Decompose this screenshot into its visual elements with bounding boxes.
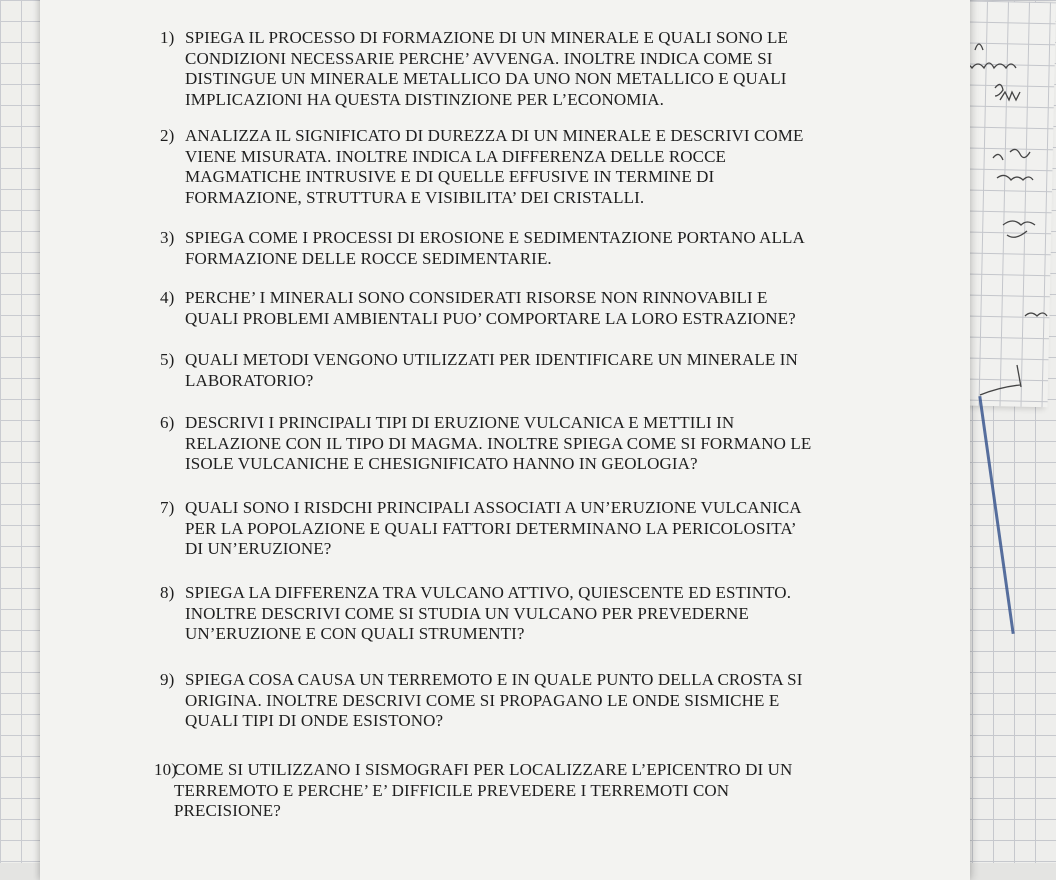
question-text-line: PERCHE’ I MINERALI SONO CONSIDERATI RISORSE NON RINNOVABILI E — [185, 288, 768, 307]
question-text-line: PER LA POPOLAZIONE E QUALI FATTORI DETERMINANO LA PERICOLOSITA’ — [185, 518, 797, 538]
question-text-line: LABORATORIO? — [185, 370, 314, 390]
question-text-line: SPIEGA COME I PROCESSI DI EROSIONE E SEDIMENTAZIONE PORTANO ALLA — [185, 228, 805, 247]
handwriting-scribbles — [955, 20, 1055, 420]
question-number: 4) — [160, 288, 175, 307]
question-text-line: RELAZIONE CON IL TIPO DI MAGMA. INOLTRE SPIEGA COME SI FORMANO LE — [185, 433, 812, 453]
question-text-line: INOLTRE DESCRIVI COME SI STUDIA UN VULCANO PER PREVEDERNE — [185, 603, 749, 623]
question-number: 1) — [160, 28, 175, 47]
question-number: 5) — [160, 350, 175, 369]
question-text-line: SPIEGA LA DIFFERENZA TRA VULCANO ATTIVO, QUIESCENTE ED ESTINTO. — [185, 583, 792, 602]
question-text-line: FORMAZIONE, STRUTTURA E VISIBILITA’ DEI CRISTALLI. — [185, 187, 645, 207]
question-text-line: DI UN’ERUZIONE? — [185, 539, 332, 558]
question-text-line: QUALI METODI VENGONO UTILIZZATI PER IDENTIFICARE UN MINERALE IN — [185, 350, 798, 369]
question-text-line: DISTINGUE UN MINERALE METALLICO DA UNO NON METALLICO E QUALI — [185, 69, 787, 88]
exam-sheet — [40, 0, 970, 880]
question-text-line: ANALIZZA IL SIGNIFICATO DI DUREZZA DI UN MINERALE E DESCRIVI COME — [185, 126, 804, 145]
question-number: 8) — [160, 583, 175, 602]
question-text-line: IMPLICAZIONI HA QUESTA DISTINZIONE PER L’ECONOMIA. — [185, 89, 664, 109]
question-text-line: QUALI TIPI DI ONDE ESISTONO? — [185, 711, 444, 730]
question-number: 9) — [160, 670, 175, 689]
question-text-line: QUALI SONO I RISDCHI PRINCIPALI ASSOCIATI A UN’ERUZIONE VULCANICA — [185, 498, 802, 517]
question-text-line: ORIGINA. INOLTRE DESCRIVI COME SI PROPAGANO LE ONDE SISMICHE E — [185, 690, 780, 710]
question-text-line: VIENE MISURATA. INOLTRE INDICA LA DIFFERENZA DELLE ROCCE — [185, 146, 726, 166]
question-text-line: UN’ERUZIONE E CON QUALI STRUMENTI? — [185, 624, 525, 643]
question-text-line: FORMAZIONE DELLE ROCCE SEDIMENTARIE. — [185, 248, 552, 268]
question-text-line: SPIEGA IL PROCESSO DI FORMAZIONE DI UN MINERALE E QUALI SONO LE — [185, 28, 789, 47]
question-number: 3) — [160, 228, 175, 247]
question-number: 2) — [160, 126, 175, 145]
question-text-line: PRECISIONE? — [174, 801, 281, 820]
question-number: 10) — [154, 760, 177, 779]
question-text-line: DESCRIVI I PRINCIPALI TIPI DI ERUZIONE VULCANICA E METTILI IN — [185, 413, 735, 432]
question-text-line: ISOLE VULCANICHE E CHESIGNIFICATO HANNO IN GEOLOGIA? — [185, 454, 698, 473]
question-number: 6) — [160, 413, 175, 432]
question-number: 7) — [160, 498, 175, 517]
question-text-line: COME SI UTILIZZANO I SISMOGRAFI PER LOCALIZZARE L’EPICENTRO DI UN — [174, 760, 793, 779]
question-text-line: SPIEGA COSA CAUSA UN TERREMOTO E IN QUALE PUNTO DELLA CROSTA SI — [185, 670, 803, 689]
question-text-line: TERREMOTO E PERCHE’ E’ DIFFICILE PREVEDERE I TERREMOTI CON — [174, 780, 730, 800]
question-text-line: MAGMATICHE INTRUSIVE E DI QUELLE EFFUSIVE IN TERMINE DI — [185, 167, 715, 186]
question-text-line: CONDIZIONI NECESSARIE PERCHE’ AVVENGA. INOLTRE INDICA COME SI — [185, 48, 773, 68]
question-text-line: QUALI PROBLEMI AMBIENTALI PUO’ COMPORTARE LA LORO ESTRAZIONE? — [185, 308, 796, 328]
